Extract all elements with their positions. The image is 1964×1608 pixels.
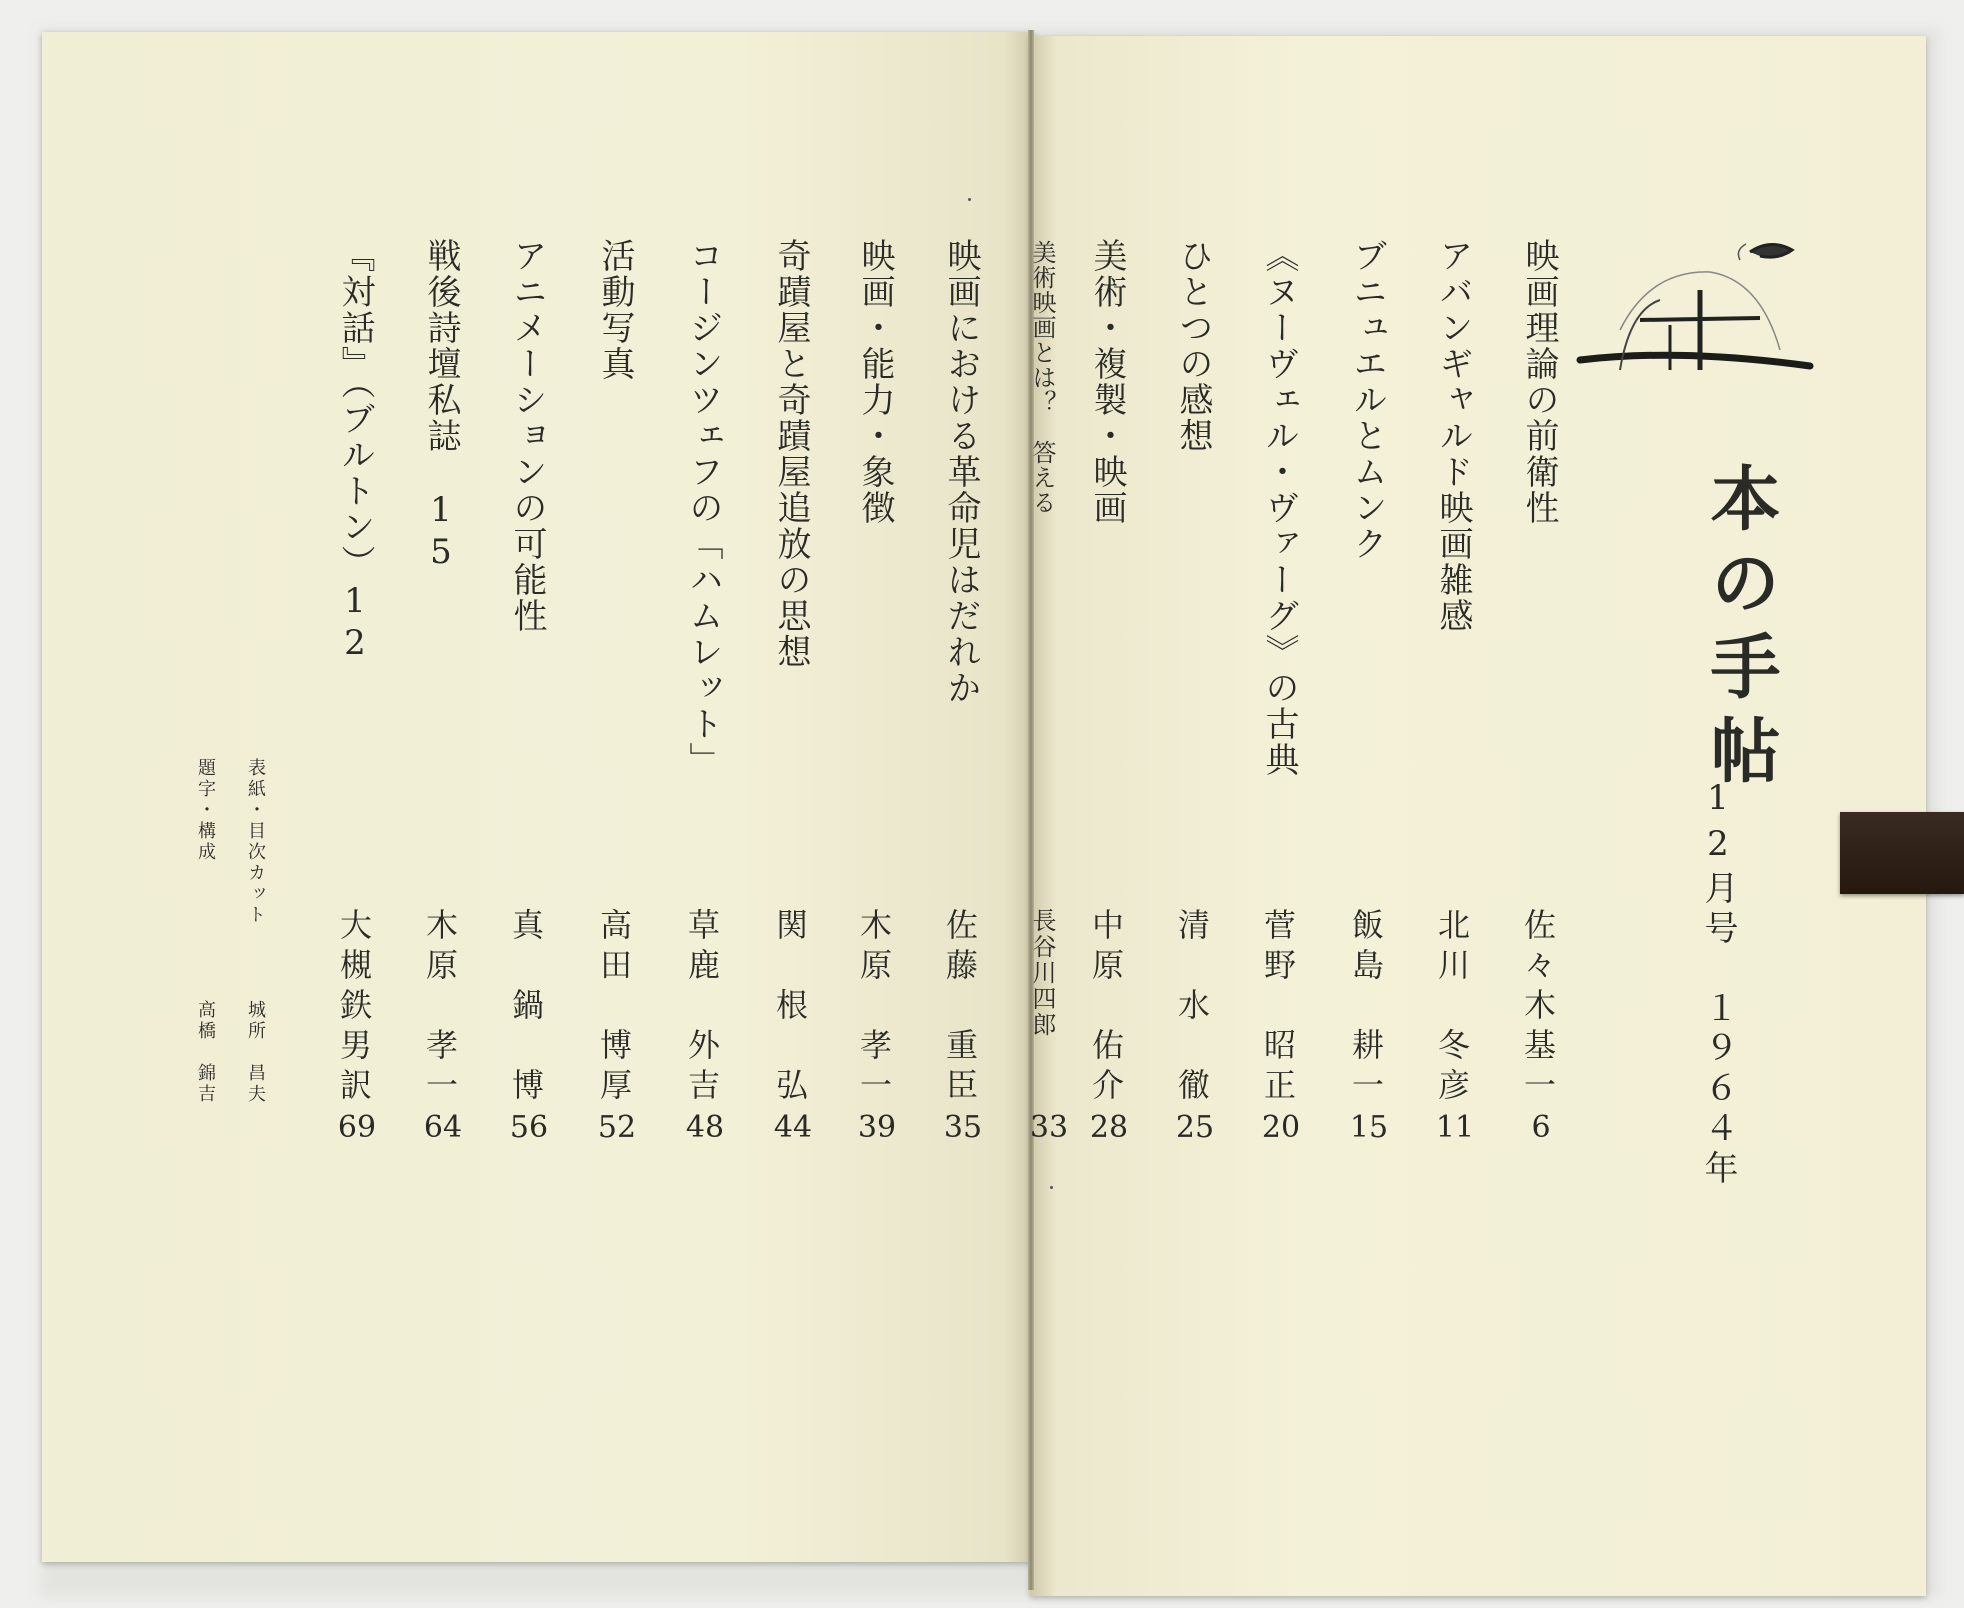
toc-page-number: 28 — [1089, 1110, 1129, 1145]
toc-page-number: 56 — [509, 1110, 549, 1145]
toc-page-number: 44 — [773, 1110, 813, 1145]
toc-page-number: 15 — [1349, 1110, 1389, 1145]
toc-title: コージンツェフの「ハムレット」 — [683, 238, 723, 778]
toc-title: 奇蹟屋と奇蹟屋追放の思想 — [771, 238, 811, 670]
page-mark — [1050, 1186, 1053, 1189]
toc-author: 木原 孝一 — [421, 908, 459, 1108]
toc-page-number: 6 — [1531, 1110, 1551, 1145]
toc-author: 佐藤 重臣 — [941, 908, 979, 1108]
credit-name-cover: 城所 昌夫 — [245, 1000, 266, 1105]
toc-title: 映画・能力・象徴 — [855, 238, 895, 526]
toc-title: アニメーションの可能性 — [507, 238, 547, 634]
toc-author: 清 水 徹 — [1173, 908, 1211, 1108]
toc-title: 『対話』（ブルトン）12 — [335, 238, 375, 665]
toc-author: 高田 博厚 — [595, 908, 633, 1108]
toc-page-number: 20 — [1261, 1110, 1301, 1145]
toc-title: 映画理論の前衛性 — [1519, 238, 1559, 526]
toc-title: アバンギャルド映画雑感 — [1433, 238, 1473, 634]
magazine-title: 本の手帖 — [1699, 462, 1781, 798]
toc-author: 中原 佑介 — [1087, 908, 1125, 1108]
toc-page-number: 69 — [337, 1110, 377, 1145]
toc-author: 菅野 昭正 — [1259, 908, 1297, 1108]
credit-role-cover: 表紙・目次カット — [245, 758, 266, 926]
issue-date: 12月号 １９６４年 — [1698, 778, 1738, 1190]
toc-title: 映画における革命児はだれか — [941, 238, 981, 706]
toc-page-number: 35 — [943, 1110, 983, 1145]
toc-author: 草鹿 外吉 — [683, 908, 721, 1108]
toc-author: 佐々木基一 — [1519, 908, 1557, 1108]
toc-page-number: 33 — [1029, 1110, 1069, 1145]
toc-page-number: 39 — [857, 1110, 897, 1145]
toc-author: 長谷川四郎 — [1028, 908, 1056, 1038]
masthead-logo — [1560, 230, 1820, 390]
toc-author: 真 鍋 博 — [507, 908, 545, 1108]
toc-title: ブニュエルとムンク — [1347, 238, 1387, 562]
toc-page-number: 64 — [423, 1110, 463, 1145]
toc-title: 戦後詩壇私誌 15 — [421, 238, 461, 574]
toc-page-number: 25 — [1175, 1110, 1215, 1145]
toc-author: 北川 冬彦 — [1433, 908, 1471, 1108]
toc-title: 活動写真 — [595, 238, 635, 382]
toc-author: 大槻鉄男訳 — [335, 908, 373, 1108]
toc-title: ひとつの感想 — [1173, 238, 1213, 454]
toc-author: 木原 孝一 — [855, 908, 893, 1108]
toc-author: 飯島 耕一 — [1347, 908, 1385, 1108]
toc-page-number: 52 — [597, 1110, 637, 1145]
toc-title: 美術・複製・映画 — [1087, 238, 1127, 526]
credit-name-design: 高橋 錦吉 — [195, 1000, 216, 1105]
toc-page-number: 48 — [685, 1110, 725, 1145]
toc-title: 美術映画とは？ 答える — [1028, 240, 1056, 515]
toc-title: 《ヌーヴェル・ヴァーグ》の古典 — [1259, 238, 1299, 778]
credit-role-design: 題字・構成 — [195, 758, 216, 863]
toc-author: 関 根 弘 — [771, 908, 809, 1108]
toc-page-number: 11 — [1435, 1110, 1475, 1145]
bookmark-ribbon — [1840, 812, 1964, 894]
page-mark — [968, 198, 971, 201]
